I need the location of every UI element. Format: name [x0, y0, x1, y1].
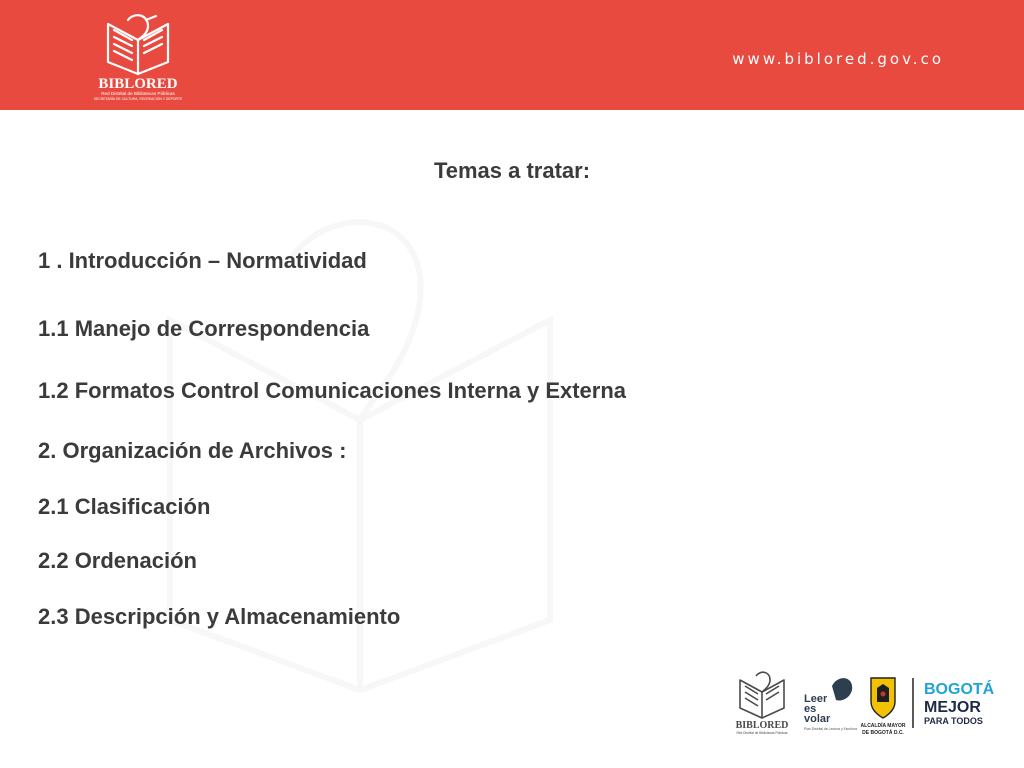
header-banner: [0, 0, 1024, 110]
footer-logos: [730, 668, 1000, 740]
svg-text:PARA TODOS: PARA TODOS: [924, 716, 983, 726]
logo-wordmark: BIBLORED: [98, 76, 178, 92]
svg-text:Leer: Leer: [804, 693, 828, 705]
svg-text:MEJOR: MEJOR: [924, 699, 981, 716]
biblored-logo: [90, 10, 186, 102]
bogota-mejor-logo: [922, 672, 1002, 734]
slide-title: Temas a tratar:: [433, 158, 591, 183]
biblored-footer-logo: [730, 668, 794, 738]
alcaldia-shield-logo: [858, 672, 908, 738]
svg-text:es: es: [804, 703, 817, 715]
svg-text:ALCALDÍA MAYOR: ALCALDÍA MAYOR: [860, 723, 906, 729]
logo-tagline: SECRETARÍA DE CULTURA, RECREACIÓN Y DEPORTE: [93, 97, 183, 101]
logo-subtitle: Red Distrital de Bibliotecas Públicas: [101, 91, 175, 96]
svg-text:volar: volar: [804, 713, 831, 725]
topic-item: 1 . Introducción – Normatividad: [38, 248, 367, 273]
logo-divider: [912, 678, 914, 728]
svg-text:Red Distrital de Bibliotecas P: Red Distrital de Bibliotecas Públicas: [736, 731, 788, 735]
topic-item: 1.1 Manejo de Correspondencia: [38, 316, 370, 341]
topic-item: 2.2 Ordenación: [38, 548, 197, 573]
svg-text:BIBLORED: BIBLORED: [735, 720, 789, 731]
topic-item: 1.2 Formatos Control Comunicaciones Interna y Externa: [38, 378, 627, 403]
topic-item: 2. Organización de Archivos :: [38, 438, 347, 463]
topic-item: 2.1 Clasificación: [38, 494, 211, 519]
website-url[interactable]: www.biblored.gov.co: [732, 50, 944, 68]
leer-es-volar-logo: [802, 672, 858, 738]
topic-item: 2.3 Descripción y Almacenamiento: [38, 604, 401, 629]
svg-text:Plan Distrital de Lectura y Es: Plan Distrital de Lectura y Escritura: [804, 727, 857, 731]
svg-text:BOGOTÁ: BOGOTÁ: [924, 681, 995, 698]
svg-text:DE BOGOTÁ D.C.: DE BOGOTÁ D.C.: [862, 730, 904, 736]
